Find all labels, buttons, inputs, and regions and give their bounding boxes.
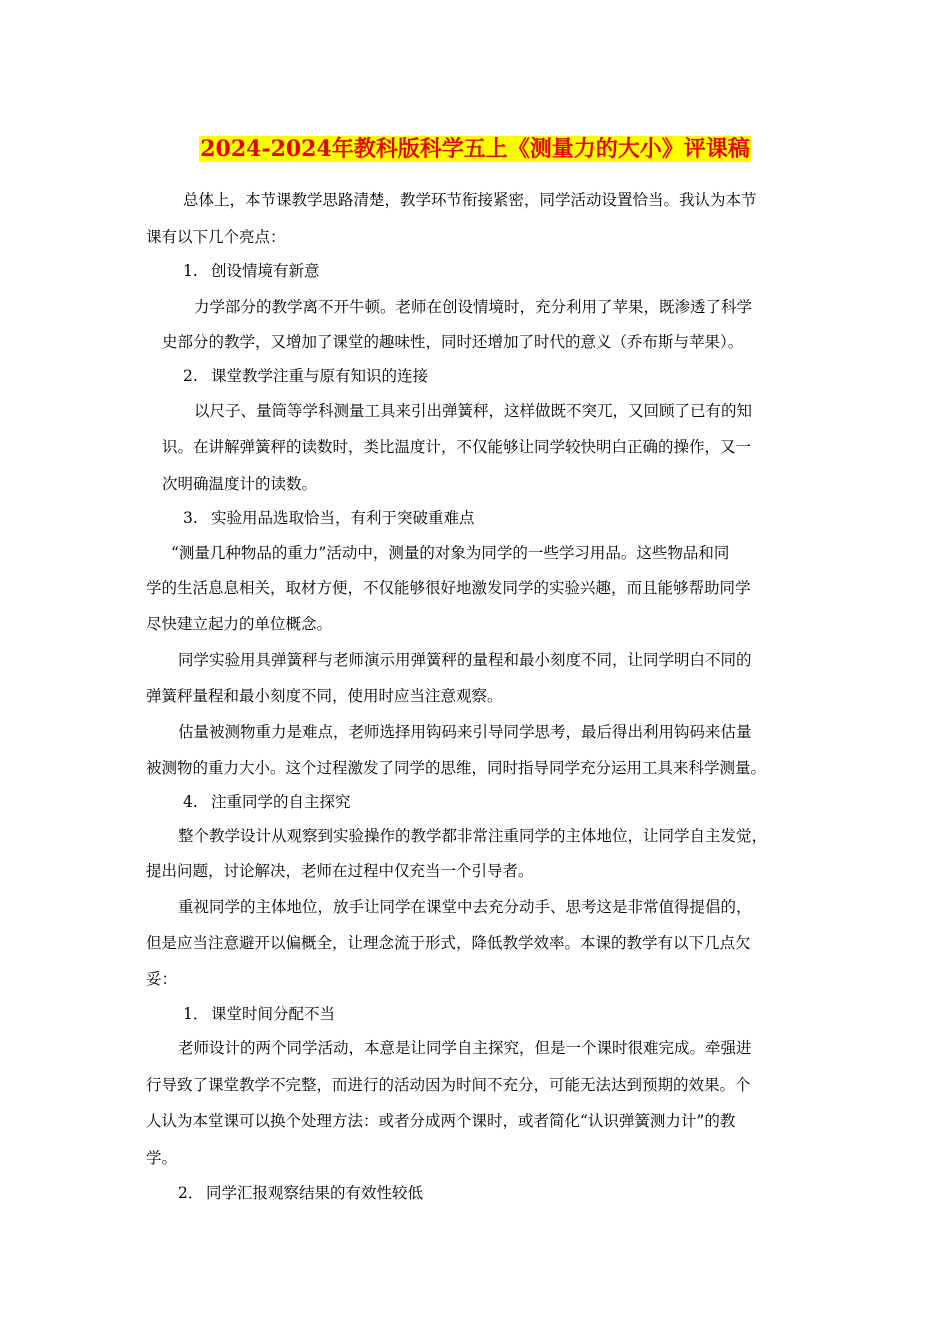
list-item [178,1183,423,1203]
paragraph-line: 课有以下几个亮点： [146,228,286,246]
paragraph-line: 尽快建立起力的单位概念。 [146,615,333,633]
paragraph-line: 弹簧秤量程和最小刻度不同，使用时应当注意观察。 [146,687,503,705]
paragraph-line: 提出问题，讨论解决，老师在过程中仅充当一个引导者。 [146,862,534,880]
list-heading: 实验用品选取恰当，有利于突破重难点 [211,509,475,527]
list-item [183,792,351,812]
list-item [183,1004,335,1024]
list-heading: 创设情境有新意 [211,262,320,280]
list-number: 2. [183,367,198,385]
list-item [183,261,320,281]
paragraph-line: 整个教学设计从观察到实验操作的教学都非常注重同学的主体地位，让同学自主发觉， [178,827,768,845]
paragraph-line: 学的生活息息相关，取材方便，不仅能够很好地激发同学的实验兴趣，而且能够帮助同学 [146,579,751,597]
list-item [183,366,428,386]
title-text: 2024-2024年教科版科学五上《测量力的大小》评课稿 [200,136,750,162]
paragraph-line: “测量几种物品的重力”活动中，测量的对象为同学的一些学习用品。这些物品和同 [171,544,730,562]
paragraph-line: 妥： [146,970,178,988]
document-title [0,134,950,164]
paragraph-line: 史部分的教学，又增加了课堂的趣味性，同时还增加了时代的意义（乔布斯与苹果）。 [162,333,744,351]
paragraph-line: 重视同学的主体地位，放手让同学在课堂中去充分动手、思考这是非常值得提倡的， [178,898,752,916]
paragraph-line: 被测物的重力大小。这个过程激发了同学的思维，同时指导同学充分运用工具来科学测量。 [146,759,767,777]
paragraph-line: 学。 [146,1149,178,1167]
list-number: 1． [183,1005,209,1023]
paragraph-line: 行导致了课堂教学不完整，而进行的活动因为时间不充分，可能无法达到预期的效果。个 [146,1076,751,1094]
list-number: 1. [183,262,198,280]
paragraph-line: 估量被测物重力是难点，老师选择用钩码来引导同学思考，最后得出利用钩码来估量 [178,723,752,741]
list-item [183,508,475,528]
list-heading: 注重同学的自主探究 [211,793,351,811]
paragraph-line: 但是应当注意避开以偏概全，让理念流于形式，降低教学效率。本课的教学有以下几点欠 [146,934,751,952]
paragraph-line: 次明确温度计的读数。 [162,475,318,493]
list-heading: 课堂时间分配不当 [211,1005,336,1023]
list-number: 3. [183,509,198,527]
paragraph-line: 识。在讲解弹簧秤的读数时，类比温度计，不仅能够让同学较快明白正确的操作，又一 [162,438,752,456]
paragraph-line: 同学实验用具弹簧秤与老师演示用弹簧秤的量程和最小刻度不同，让同学明白不同的 [178,651,752,669]
list-heading: 课堂教学注重与原有知识的连接 [211,367,429,385]
list-number: 4. [183,793,198,811]
list-heading: 同学汇报观察结果的有效性较低 [206,1184,424,1202]
paragraph-line: 力学部分的教学离不开牛顿。老师在创设情境时，充分利用了苹果，既渗透了科学 [194,298,753,316]
paragraph-line: 总体上，本节课教学思路清楚，教学环节衔接紧密，同学活动设置恰当。我认为本节 [183,191,757,209]
paragraph-line: 人认为本堂课可以换个处理方法：或者分成两个课时，或者简化“认识弹簧测力计”的教 [146,1112,736,1130]
list-number: 2． [178,1184,204,1202]
paragraph-line: 以尺子、量筒等学科测量工具来引出弹簧秤，这样做既不突兀，又回顾了已有的知 [194,402,753,420]
paragraph-line: 老师设计的两个同学活动，本意是让同学自主探究，但是一个课时很难完成。牵强进 [178,1039,752,1057]
